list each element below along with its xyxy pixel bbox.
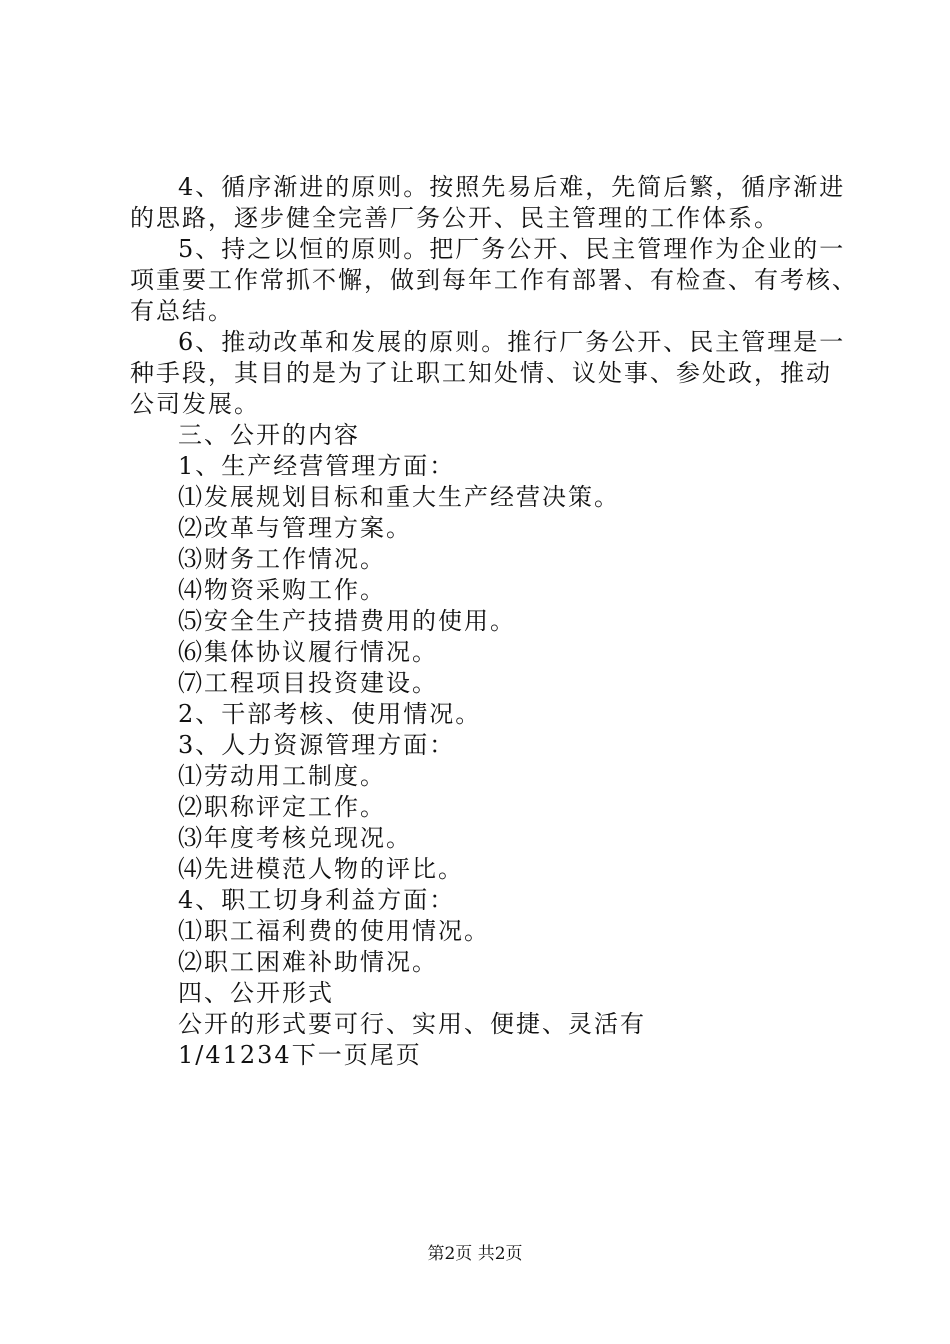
text-line: ⑴职工福利费的使用情况。 [178, 917, 490, 945]
text-line: 三、公开的内容 [178, 421, 360, 449]
text-line: ⑵职工困难补助情况。 [178, 948, 438, 976]
text-line: ⑵改革与管理方案。 [178, 514, 412, 542]
text-line: ⑵职称评定工作。 [178, 793, 386, 821]
text-line: ⑹集体协议履行情况。 [178, 638, 438, 666]
text-line: 四、公开形式 [178, 979, 334, 1007]
text-line: 有总结。 [130, 297, 234, 325]
text-line: ⑴发展规划目标和重大生产经营决策。 [178, 483, 620, 511]
text-line: 4、循序渐进的原则。按照先易后难，先简后繁，循序渐进 [178, 173, 846, 201]
text-line: 5、持之以恒的原则。把厂务公开、民主管理作为企业的一 [178, 235, 846, 263]
text-line: 1、生产经营管理方面： [178, 452, 456, 480]
text-line: 公开的形式要可行、实用、便捷、灵活有 [178, 1010, 646, 1038]
text-line: 种手段，其目的是为了让职工知处情、议处事、参处政，推动 [130, 359, 832, 387]
text-line: 6、推动改革和发展的原则。推行厂务公开、民主管理是一 [178, 328, 846, 356]
text-line: 4、职工切身利益方面： [178, 886, 456, 914]
text-line: ⑷物资采购工作。 [178, 576, 386, 604]
text-line: 1/41234下一页尾页 [178, 1041, 422, 1069]
text-line: ⑺工程项目投资建设。 [178, 669, 438, 697]
text-line: 公司发展。 [130, 390, 260, 418]
text-line: ⑸安全生产技措费用的使用。 [178, 607, 516, 635]
document-body [130, 172, 858, 1071]
text-line: 2、干部考核、使用情况。 [178, 700, 482, 728]
text-line: ⑷先进模范人物的评比。 [178, 855, 464, 883]
text-line: ⑶年度考核兑现况。 [178, 824, 412, 852]
page-footer: 第2页 共2页 [427, 1244, 523, 1264]
text-line: 3、人力资源管理方面： [178, 731, 456, 759]
text-line: ⑶财务工作情况。 [178, 545, 386, 573]
text-line: 的思路，逐步健全完善厂务公开、民主管理的工作体系。 [130, 204, 780, 232]
text-line: 项重要工作常抓不懈，做到每年工作有部署、有检查、有考核、 [130, 266, 858, 294]
text-line: ⑴劳动用工制度。 [178, 762, 386, 790]
